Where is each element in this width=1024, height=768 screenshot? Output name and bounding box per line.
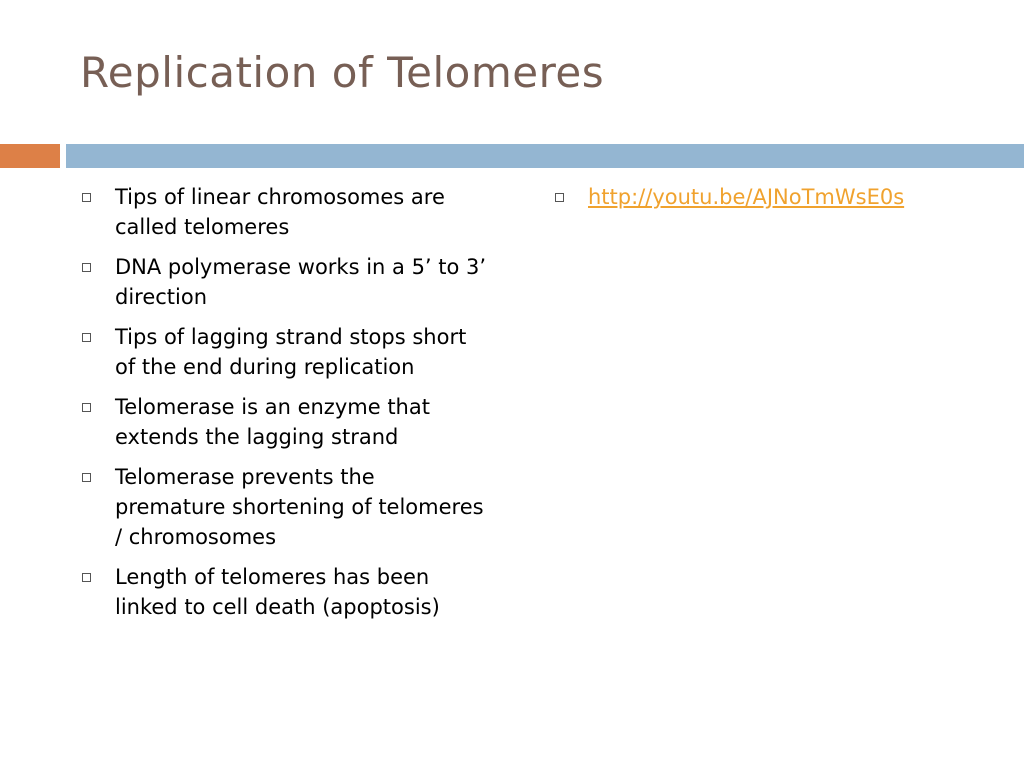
left-bullet-list [80,182,490,632]
bullet-text: Tips of linear chromosomes are called telomeres [115,185,445,239]
bullet-text: Telomerase prevents the premature shortening of telomeres / chromosomes [115,465,484,549]
bullet-text: DNA polymerase works in a 5’ to 3’ direction [115,255,487,309]
bullet-text: Tips of lagging strand stops short of the end during replication [115,325,467,379]
hollow-square-bullet-icon [82,473,91,482]
hollow-square-bullet-icon [82,573,91,582]
right-bullet-list [553,182,963,222]
bullet-item [80,462,490,552]
video-link[interactable]: http://youtu.be/AJNoTmWsE0s [588,185,905,209]
hollow-square-bullet-icon [82,263,91,272]
slide-title: Replication of Telomeres [80,48,605,97]
bullet-text: Telomerase is an enzyme that extends the lagging strand [115,395,430,449]
hollow-square-bullet-icon [82,333,91,342]
bullet-item [80,562,490,622]
bullet-item [553,182,963,212]
bullet-text: Length of telomeres has been linked to cell death (apoptosis) [115,565,440,619]
accent-bar-orange [0,144,60,168]
hollow-square-bullet-icon [82,403,91,412]
bullet-item [80,392,490,452]
bullet-item [80,182,490,242]
accent-bar-blue [66,144,1024,168]
hollow-square-bullet-icon [82,193,91,202]
bullet-item [80,322,490,382]
bullet-item [80,252,490,312]
hollow-square-bullet-icon [555,193,564,202]
